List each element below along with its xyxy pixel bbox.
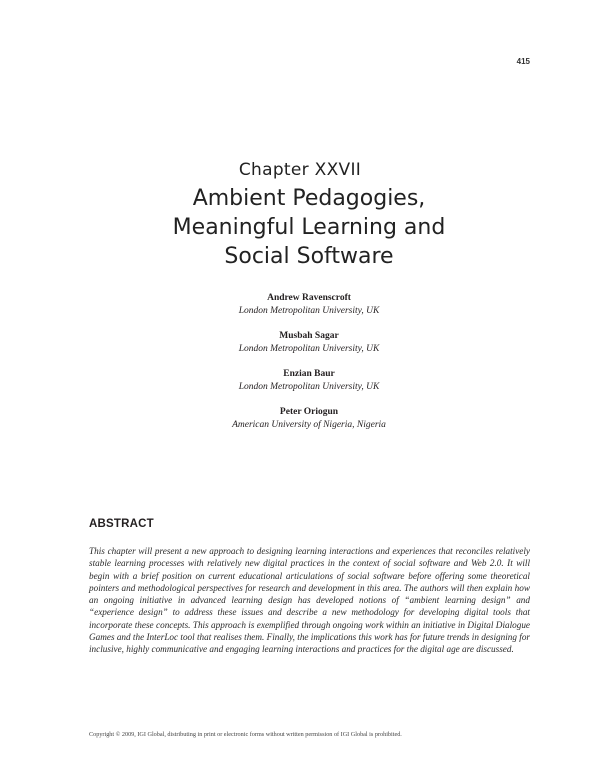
chapter-label: Chapter XXVII: [238, 160, 362, 180]
abstract-text: This chapter will present a new approach to designing learning interactions and experiences that reconciles relatively stable learning processes with relatively new digital practices in the context of social software and Web 2.0. It will begin with a brief position on current educational articulations of social software before offering some theoretical pointers and methodological perspectives for research and development in this area. The authors will then explain how an ongoing initiative in advanced learning design has developed notions of “ambient learning design” and “experience design” to address these issues and describe a new methodology for developing digital tools that incorporate these concepts. This approach is exemplified through ongoing work within an initiative in Digital Dialogue Games and the InterLoc tool that realises them. Finally, the implications this work has for future trends in designing for inclusive, highly communicative and engaging learning interactions and practices for the digital age are discussed.: [89, 546, 530, 655]
author-affiliation: American University of Nigeria, Nigeria: [232, 420, 386, 430]
author-affiliation: London Metropolitan University, UK: [238, 382, 380, 392]
chapter-title-line: Meaningful Learning and: [172, 215, 446, 240]
author-name: Peter Oriogun: [279, 407, 339, 417]
copyright-notice: Copyright © 2009, IGI Global, distributing in print or electronic forms without written permission of IGI Global is prohibited.: [89, 731, 402, 738]
page-number: 415: [516, 57, 530, 66]
author-name: Musbah Sagar: [279, 331, 339, 341]
abstract-heading: ABSTRACT: [89, 518, 154, 530]
chapter-title: [0, 184, 600, 271]
author-entry: [0, 368, 600, 394]
author-affiliation: London Metropolitan University, UK: [238, 344, 380, 354]
author-affiliation: London Metropolitan University, UK: [238, 306, 380, 316]
chapter-title-line: Ambient Pedagogies,: [192, 186, 426, 211]
chapter-title-line: Social Software: [224, 244, 394, 269]
author-entry: [0, 292, 600, 318]
author-name: Andrew Ravenscroft: [267, 293, 351, 303]
author-list: [0, 292, 600, 444]
author-entry: [0, 406, 600, 432]
author-entry: [0, 330, 600, 356]
author-name: Enzian Baur: [283, 369, 335, 379]
